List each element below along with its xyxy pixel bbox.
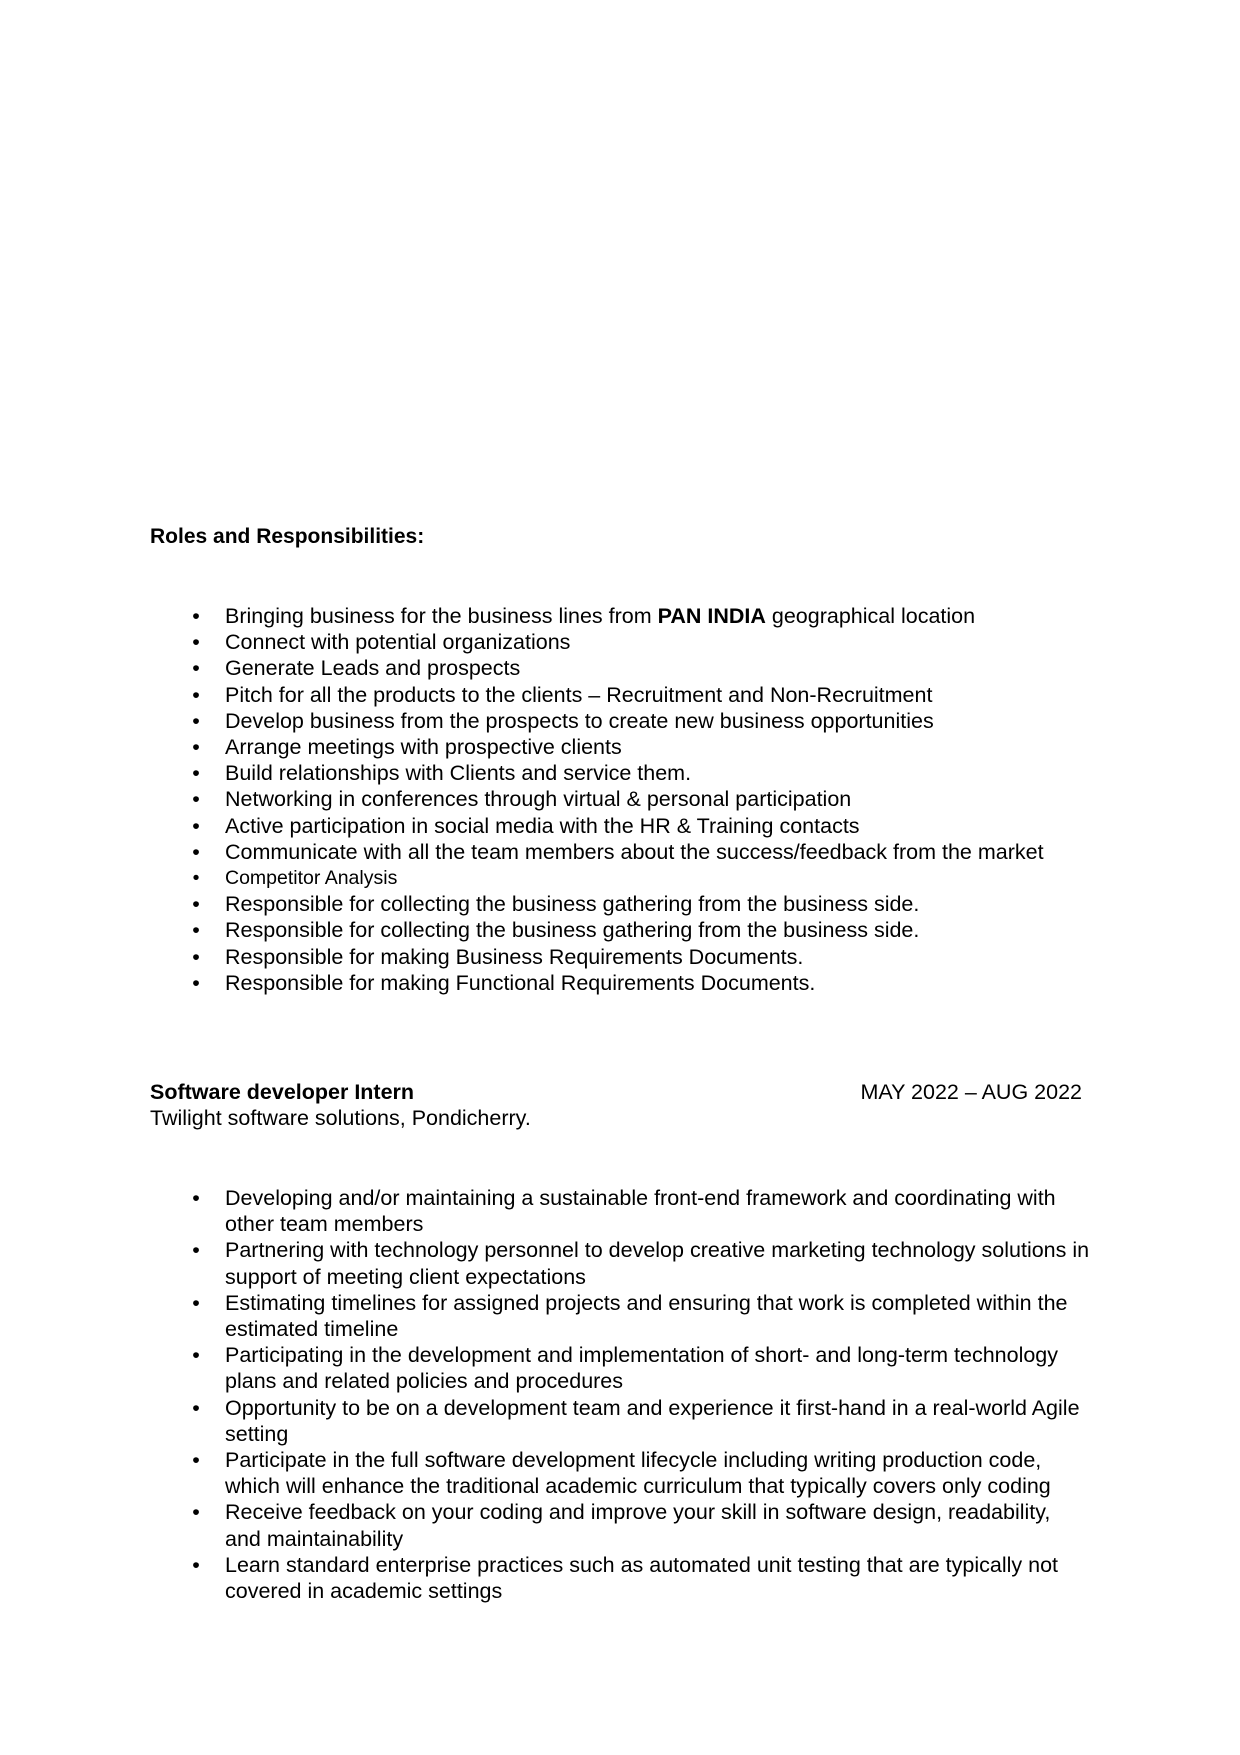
item-text: Receive feedback on your coding and improve your skill in software design, readability, and maintainability [225,1500,1051,1551]
bullet-icon: • [192,1395,200,1420]
job-dates: MAY 2022 – AUG 2022 [860,1080,1082,1104]
bullet-icon: • [192,1238,200,1263]
bullet-icon: • [192,787,200,812]
bullet-icon: • [192,604,200,628]
list-item [0,1395,1240,1447]
job-company: Twilight software solutions, Pondicherry. [150,1106,531,1130]
item-text: Generate Leads and prospects [225,656,521,681]
job-title: Software developer Intern [150,1080,415,1104]
list-item [0,1290,1240,1342]
list-item [0,655,1240,681]
roles-heading: Roles and Responsibilities: [150,525,425,548]
item-text: Responsible for collecting the business gathering from the business side. [225,892,920,917]
item-text: Develop business from the prospects to create new business opportunities [225,708,934,733]
item-text: Participating in the development and implementation of short- and long-term technology plans and related policies and procedures [225,1343,1059,1394]
list-item [0,682,1240,708]
item-text: Opportunity to be on a development team and experience it first-hand in a real-world Agile setting [225,1395,1080,1446]
bullet-icon: • [192,656,200,681]
list-item [0,629,1240,655]
bullet-icon: • [192,813,200,838]
item-text: Responsible for making Business Requirements Documents. [225,944,804,969]
list-item [0,1499,1240,1551]
item-text: Partnering with technology personnel to develop creative marketing technology solutions in support of meeting client expectations [225,1238,1090,1289]
list-item [0,1342,1240,1394]
item-text: Connect with potential organizations [225,630,571,655]
list-item [0,813,1240,839]
bullet-icon: • [192,630,200,655]
item-text-before: Bringing business for the business lines from [225,604,658,628]
item-text: Competitor Analysis [225,867,398,890]
job-duties-list [0,1185,1240,1604]
list-item [0,1185,1240,1237]
list-item [0,839,1240,865]
bullet-icon: • [192,1500,200,1525]
bullet-icon: • [192,708,200,733]
list-item [0,917,1240,943]
bullet-icon: • [192,839,200,864]
item-text: Estimating timelines for assigned projects and ensuring that work is completed within the estimated timeline [225,1290,1068,1342]
bullet-icon: • [192,1186,200,1210]
bullet-icon: • [192,944,200,969]
list-item [0,1552,1240,1604]
bullet-icon: • [192,970,200,995]
item-text: Active participation in social media with the HR & Training contacts [225,813,860,838]
list-item [0,1237,1240,1289]
item-text: Developing and/or maintaining a sustainable front-end framework and coordinating with other team members [225,1186,1056,1237]
item-text: Responsible for making Functional Requirements Documents. [225,970,816,995]
list-item [0,760,1240,786]
item-text: Communicate with all the team members about the success/feedback from the market [225,839,1044,864]
bullet-icon: • [192,682,200,707]
list-item [0,970,1240,996]
list-item [0,786,1240,812]
item-text: Networking in conferences through virtual & personal participation [225,787,852,812]
list-item [0,734,1240,760]
bullet-icon: • [192,892,200,917]
bullet-icon: • [192,867,200,890]
bullet-icon: • [192,761,200,786]
item-text: Pitch for all the products to the clients – Recruitment and Non-Recruitment [225,682,933,707]
list-item [0,865,1240,891]
bullet-icon: • [192,735,200,760]
item-text-after: geographical location [765,604,976,628]
roles-list [0,603,1240,996]
bullet-icon: • [192,1552,200,1577]
list-item [0,1447,1240,1499]
bullet-icon: • [192,1290,200,1315]
list-item [0,944,1240,970]
list-item [0,891,1240,917]
list-item [0,603,1240,629]
item-text: Build relationships with Clients and service them. [225,761,692,786]
bullet-icon: • [192,1448,200,1473]
item-text-bold: PAN INDIA [657,604,766,628]
bullet-icon: • [192,918,200,943]
item-text: Learn standard enterprise practices such as automated unit testing that are typically not covered in academic settings [225,1552,1058,1604]
item-text: Responsible for collecting the business gathering from the business side. [225,918,920,943]
item-text: Arrange meetings with prospective clients [225,735,622,760]
bullet-icon: • [192,1343,200,1368]
list-item [0,708,1240,734]
item-text: Participate in the full software development lifecycle including writing production code, which will enhance the traditional academic curriculum that typically covers only coding [225,1448,1051,1499]
